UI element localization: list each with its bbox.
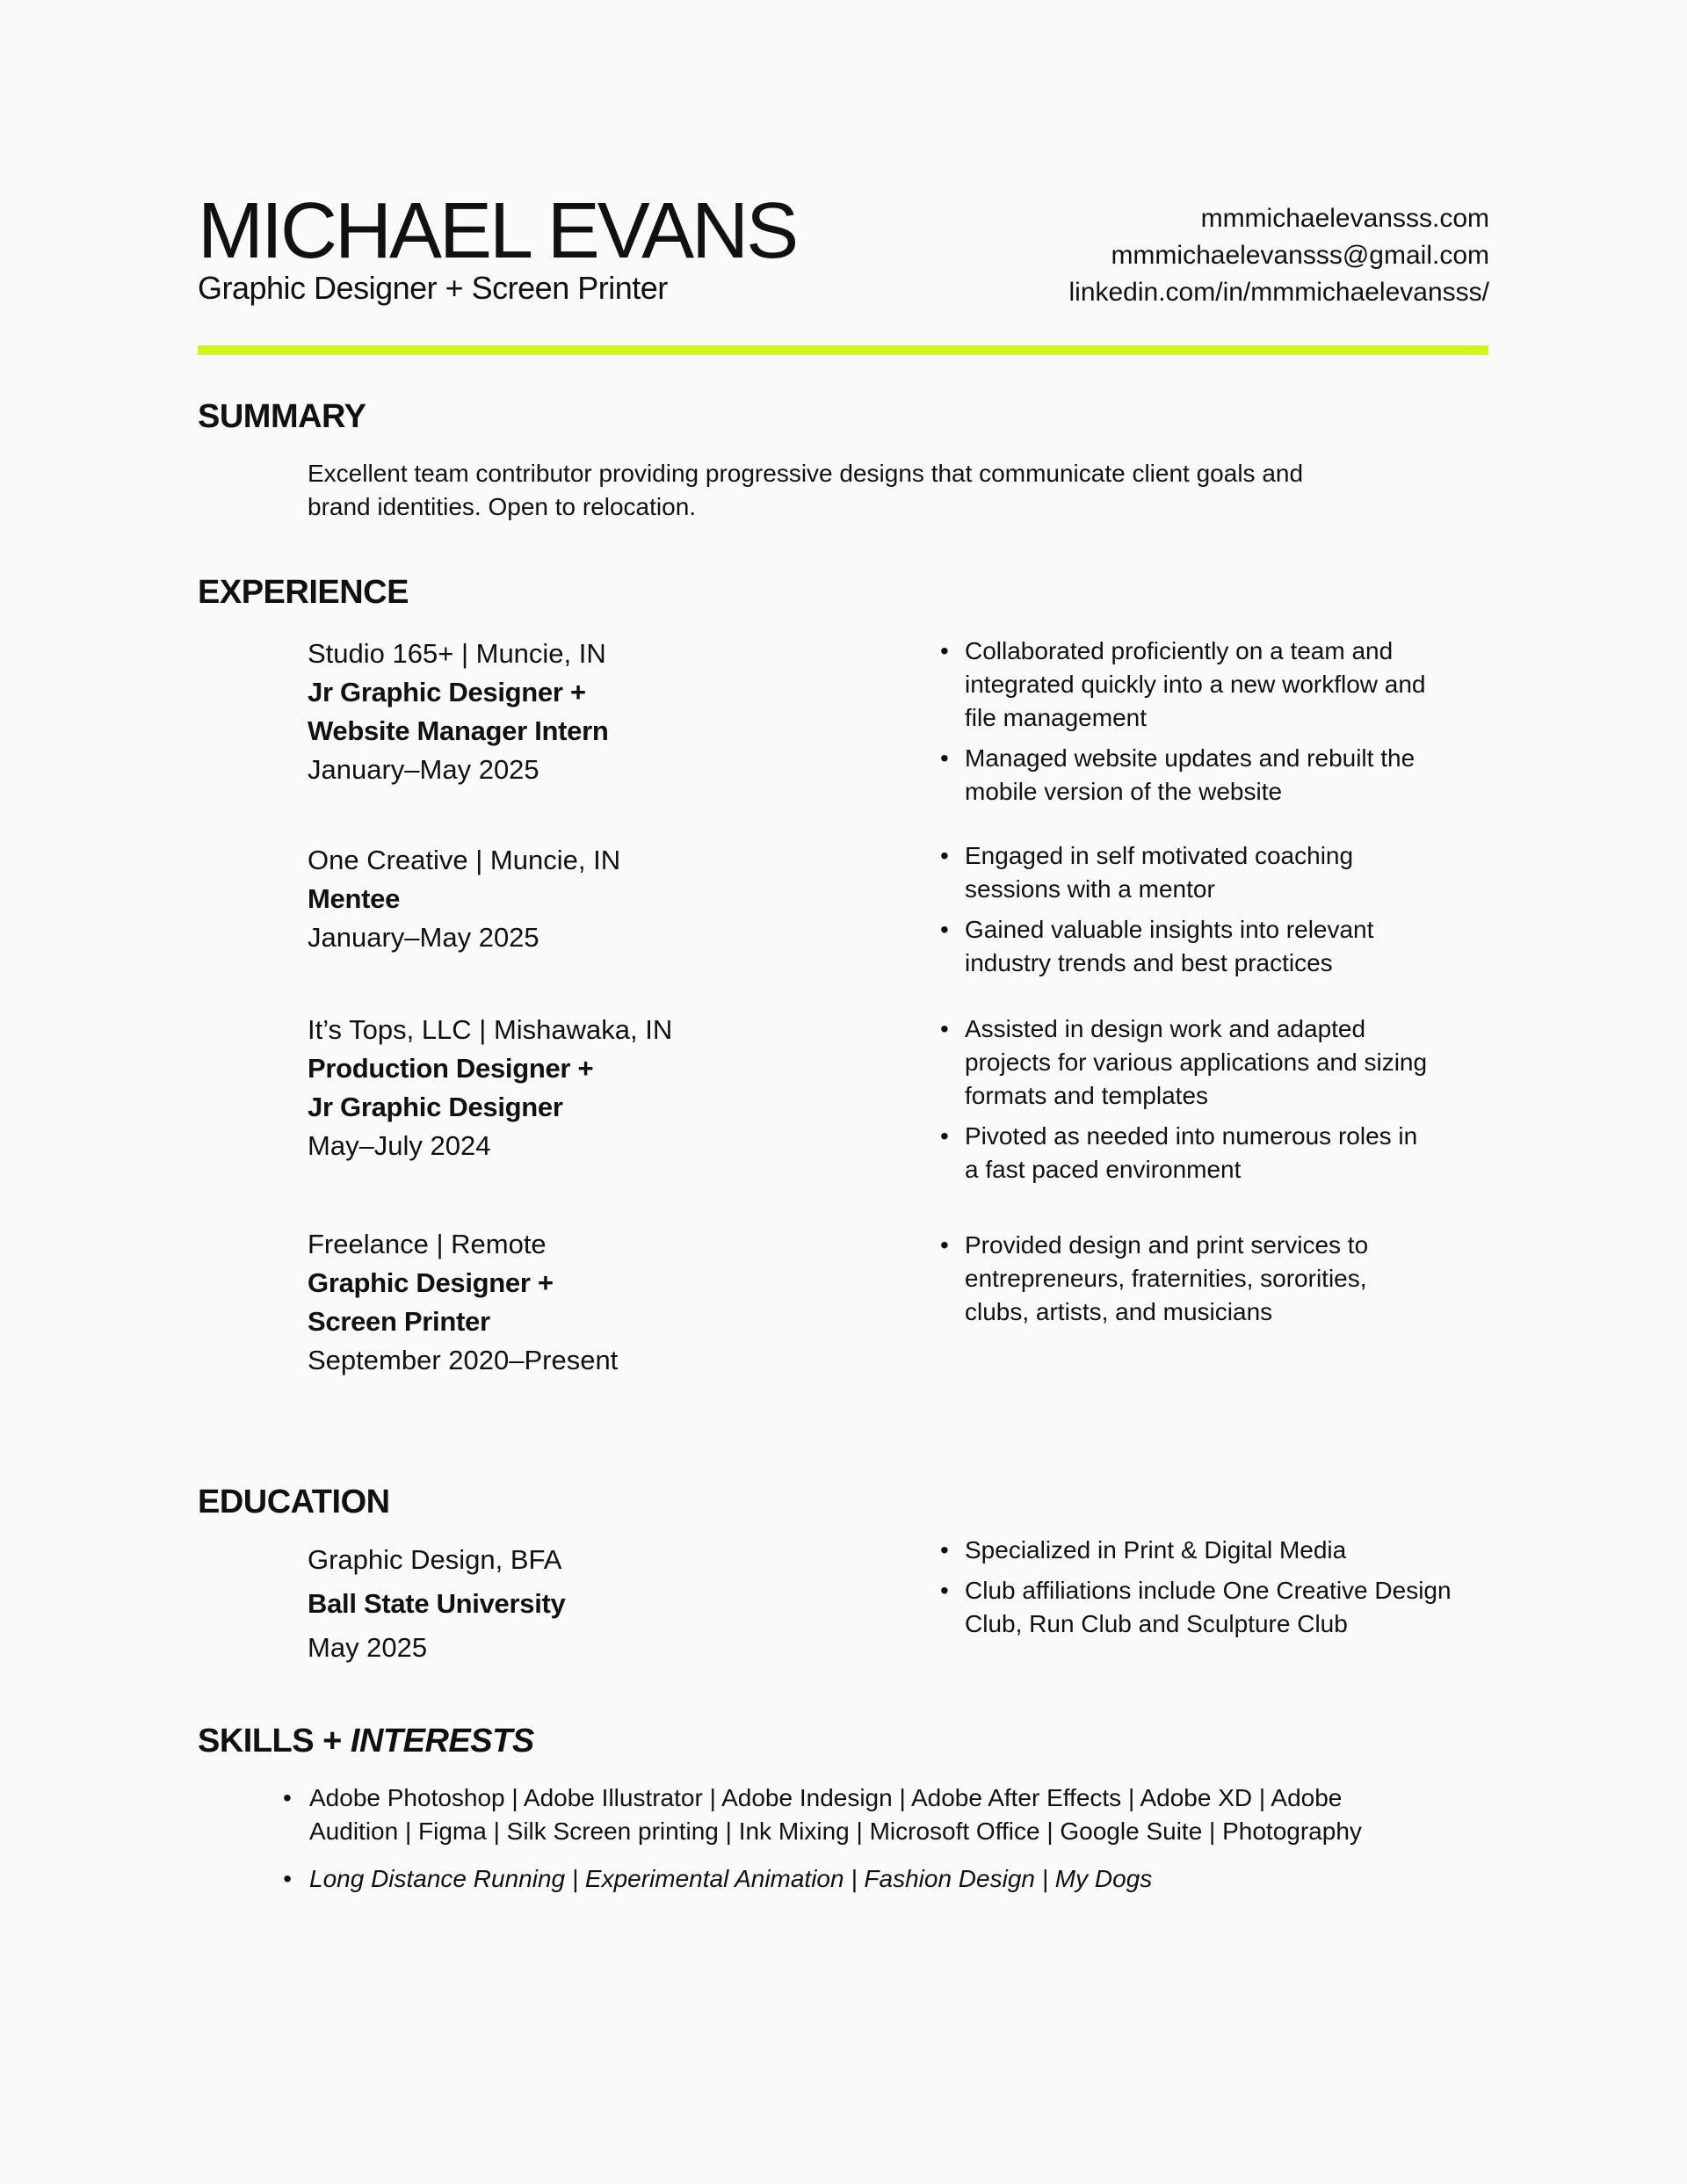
experience-bullets-its-tops — [940, 1012, 1432, 1194]
education-school: Ball State University — [308, 1588, 566, 1619]
education-heading: EDUCATION — [198, 1484, 390, 1520]
accent-divider — [198, 345, 1488, 355]
skills-heading-main: SKILLS + — [198, 1723, 351, 1760]
linkedin-link[interactable]: linkedin.com/in/mmmichaelevansss/ — [1068, 278, 1489, 307]
experience-role: Jr Graphic Designer — [308, 1092, 563, 1122]
experience-bullets-freelance — [940, 1229, 1432, 1336]
experience-company: Studio 165+ | Muncie, IN — [308, 638, 606, 669]
experience-dates: January–May 2025 — [308, 754, 539, 785]
interests-item: • Long Distance Running | Experimental Animation | Fashion Design | My Dogs — [283, 1862, 1425, 1896]
list-item: • Specialized in Print & Digital Media — [940, 1534, 1467, 1567]
list-item: • Assisted in design work and adapted projects for various applications and sizing formats and templates — [940, 1012, 1432, 1113]
experience-heading: EXPERIENCE — [198, 574, 409, 611]
experience-entry-its-tops — [308, 1011, 905, 1165]
education-entry — [308, 1538, 905, 1670]
email-link[interactable]: mmmichaelevansss@gmail.com — [1111, 241, 1489, 270]
experience-role: Jr Graphic Designer + — [308, 677, 586, 707]
website-link[interactable]: mmmichaelevansss.com — [1200, 204, 1489, 233]
experience-dates: September 2020–Present — [308, 1345, 619, 1375]
list-item: • Collaborated proficiently on a team and integrated quickly into a new workflow and file management — [940, 635, 1432, 735]
education-bullets — [940, 1534, 1467, 1648]
experience-role: Screen Printer — [308, 1306, 490, 1337]
experience-role: Website Manager Intern — [308, 715, 609, 746]
experience-entry-freelance — [308, 1225, 905, 1380]
summary-heading: SUMMARY — [198, 398, 366, 435]
skills-list — [283, 1781, 1425, 1910]
experience-bullets-one-creative — [940, 839, 1432, 987]
experience-company: It’s Tops, LLC | Mishawaka, IN — [308, 1014, 673, 1045]
skills-heading — [198, 1724, 534, 1758]
experience-entry-one-creative — [308, 841, 905, 957]
list-item: • Managed website updates and rebuilt the mobile version of the website — [940, 742, 1432, 809]
experience-entry-studio165 — [308, 635, 905, 789]
experience-bullets-studio165 — [940, 635, 1432, 816]
list-item: • Club affiliations include One Creative Design Club, Run Club and Sculpture Club — [940, 1574, 1467, 1641]
education-degree: Graphic Design, BFA — [308, 1544, 562, 1575]
summary-text: Excellent team contributor providing progressive designs that communicate client goals and brand identities. Open to relocation. — [308, 460, 1304, 520]
list-item: • Pivoted as needed into numerous roles in a fast paced environment — [940, 1120, 1432, 1186]
experience-dates: January–May 2025 — [308, 922, 539, 953]
experience-company: One Creative | Muncie, IN — [308, 845, 621, 875]
contact-block — [1068, 200, 1489, 311]
candidate-title: Graphic Designer + Screen Printer — [198, 270, 668, 306]
skills-heading-interests: INTERESTS — [350, 1723, 534, 1760]
experience-role: Mentee — [308, 883, 401, 914]
list-item: • Gained valuable insights into relevant industry trends and best practices — [940, 913, 1432, 980]
experience-role: Production Designer + — [308, 1053, 594, 1084]
candidate-name: MICHAEL EVANS — [198, 187, 797, 275]
experience-company: Freelance | Remote — [308, 1229, 547, 1259]
experience-role: Graphic Designer + — [308, 1267, 554, 1298]
skills-item: • Adobe Photoshop | Adobe Illustrator | Adobe Indesign | Adobe After Effects | Adobe XD | Adobe Audition | Figma | Silk Screen printing | Ink Mixing | Microsoft Office | Google Suite | Photography — [283, 1781, 1425, 1848]
list-item: • Engaged in self motivated coaching sessions with a mentor — [940, 839, 1432, 906]
list-item: • Provided design and print services to entrepreneurs, fraternities, sororities, clubs, artists, and musicians — [940, 1229, 1432, 1329]
education-date: May 2025 — [308, 1632, 428, 1663]
experience-dates: May–July 2024 — [308, 1130, 491, 1161]
